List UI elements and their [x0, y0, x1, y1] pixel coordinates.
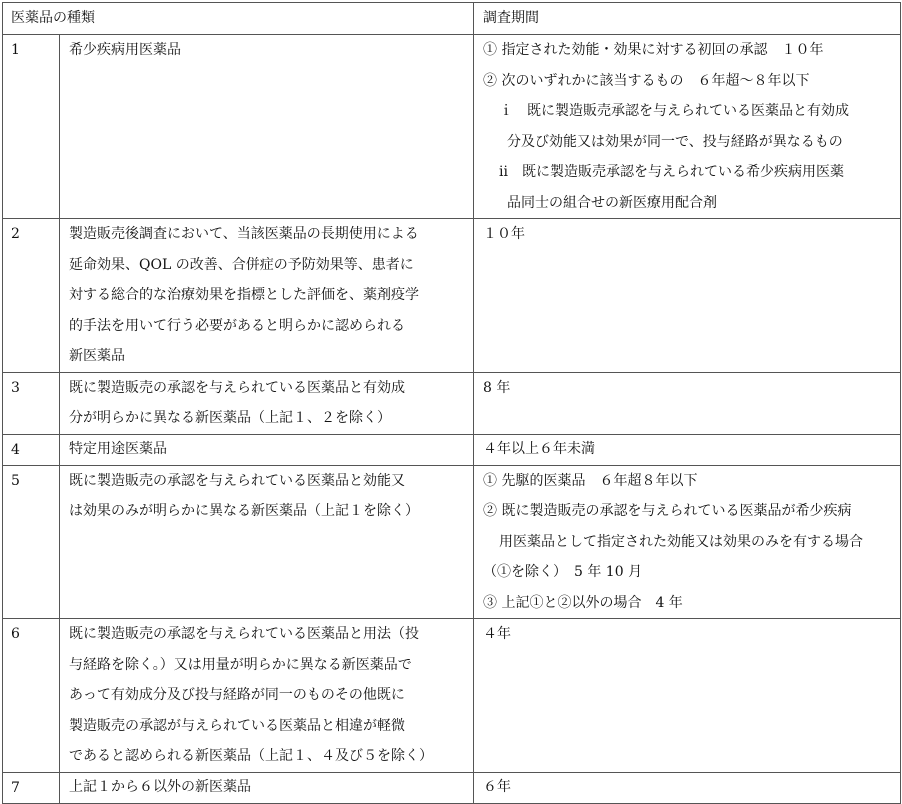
period-line: （①を除く） 5 年 10 月: [483, 564, 643, 580]
period-line: 8 年: [483, 379, 511, 396]
drug-kind-line: 既に製造販売の承認を与えられている医薬品と効能又: [69, 472, 405, 489]
table-row: [3, 219, 901, 373]
survey-period: [474, 619, 901, 773]
drug-kind: [60, 35, 474, 219]
table-row: [3, 619, 901, 773]
drug-kind-line: 特定用途医薬品: [69, 440, 167, 457]
drug-kind-line: 対する総合的な治療効果を指標とした評価を、薬剤疫学: [69, 287, 419, 303]
table-row: [3, 35, 901, 219]
period-line: ③ 上記①と②以外の場合 4 年: [483, 594, 683, 611]
period-line: ６年: [483, 778, 511, 795]
table-row: [3, 372, 901, 434]
table-row: [3, 465, 901, 619]
drug-kind-line: 希少疾病用医薬品: [69, 42, 181, 58]
drug-kind: [60, 372, 474, 434]
period-line: ｉ 既に製造販売承認を与えられている医薬品と有効成: [499, 103, 849, 119]
row-number: 6: [3, 619, 60, 773]
drug-kind-line: 既に製造販売の承認を与えられている医薬品と用法（投: [69, 626, 419, 642]
drug-kind-line: あって有効成分及び投与経路が同一のものその他既に: [69, 687, 405, 703]
table-row: [3, 434, 901, 465]
drug-kind: [60, 465, 474, 619]
row-number: 5: [3, 465, 60, 619]
drug-kind: [60, 434, 474, 465]
header-period: 調査期間: [474, 3, 901, 35]
drug-kind-line: 的手法を用いて行う必要があると明らかに認められる: [69, 317, 405, 334]
drug-kind-line: 分が明らかに異なる新医薬品（上記１、２を除く）: [69, 410, 391, 426]
drug-kind-line: 既に製造販売の承認を与えられている医薬品と有効成: [69, 379, 405, 396]
survey-period: [474, 772, 901, 803]
survey-period: [474, 219, 901, 373]
drug-kind: [60, 219, 474, 373]
survey-period: [474, 372, 901, 434]
drug-kind-line: 上記１から６以外の新医薬品: [69, 778, 251, 795]
period-line: ４年: [483, 626, 511, 642]
period-line: 品同士の組合せの新医療用配合剤: [507, 194, 717, 211]
period-line: 用医薬品として指定された効能又は効果のみを有する場合: [499, 533, 863, 550]
drug-kind: [60, 772, 474, 803]
row-number: 4: [3, 434, 60, 465]
table-row: [3, 772, 901, 803]
period-line: ii 既に製造販売承認を与えられている希少疾病用医薬: [499, 164, 844, 180]
survey-period: [474, 434, 901, 465]
period-line: ① 指定された効能・効果に対する初回の承認 １０年: [483, 42, 824, 58]
drug-kind: [60, 619, 474, 773]
period-line: １０年: [483, 226, 525, 242]
drug-kind-line: 製造販売の承認が与えられている医薬品と相違が軽微: [69, 717, 405, 734]
row-number: 2: [3, 219, 60, 373]
row-number: 3: [3, 372, 60, 434]
header-kind: 医薬品の種類: [3, 3, 474, 35]
header-row: [3, 3, 901, 35]
period-line: 分及び効能又は効果が同一で、投与経路が異なるもの: [507, 133, 843, 150]
period-line: ② 既に製造販売の承認を与えられている医薬品が希少疾病: [483, 503, 852, 519]
period-line: ② 次のいずれかに該当するもの ６年超～８年以下: [483, 72, 810, 89]
survey-period-table: [2, 2, 901, 804]
drug-kind-line: 新医薬品: [69, 348, 125, 364]
drug-kind-line: 延命効果、QOL の改善、合併症の予防効果等、患者に: [69, 256, 414, 273]
drug-kind-line: 与経路を除く。）又は用量が明らかに異なる新医薬品で: [69, 656, 412, 673]
drug-kind-line: は効果のみが明らかに異なる新医薬品（上記１を除く）: [69, 503, 419, 519]
row-number: 1: [3, 35, 60, 219]
survey-period: [474, 35, 901, 219]
survey-period: [474, 465, 901, 619]
period-line: ４年以上６年未満: [483, 440, 595, 457]
drug-kind-line: 製造販売後調査において、当該医薬品の長期使用による: [69, 226, 419, 242]
period-line: ① 先駆的医薬品 ６年超８年以下: [483, 472, 698, 489]
row-number: 7: [3, 772, 60, 803]
drug-kind-line: であると認められる新医薬品（上記１、４及び５を除く）: [69, 748, 433, 764]
